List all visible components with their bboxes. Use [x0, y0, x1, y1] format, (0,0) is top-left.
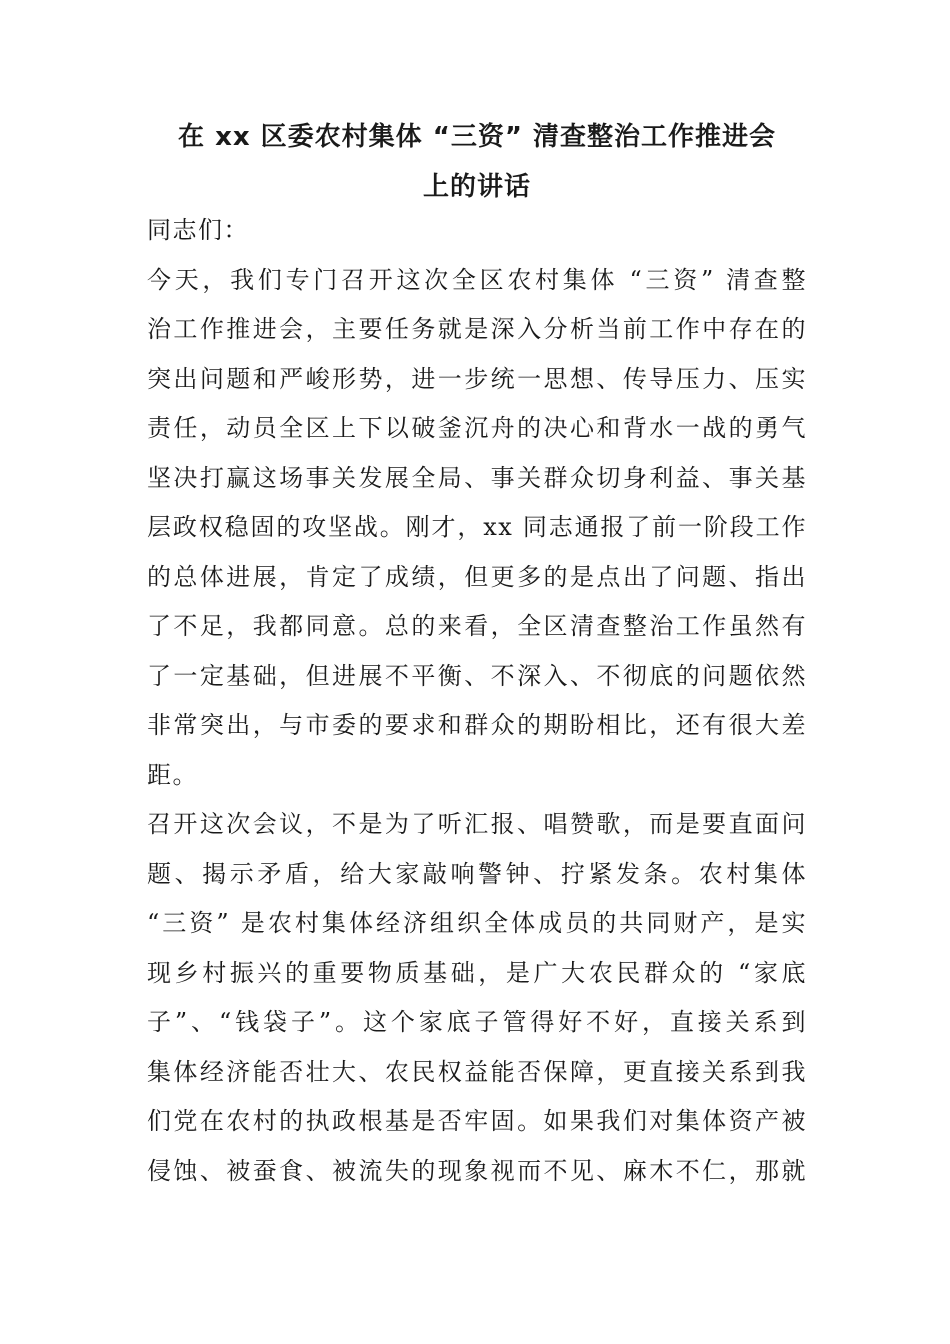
paragraph-2-line: “三资” 是农村集体经济组织全体成员的共同财产，是实 [147, 909, 807, 937]
paragraph-1-line: 今天，我们专门召开这次全区农村集体 “三资” 清查整 [147, 265, 807, 294]
paragraph-1-line: 责任，动员全区上下以破釜沉舟的决心和背水一战的勇气 [147, 414, 807, 442]
document-title [147, 112, 807, 212]
paragraph-1-line: 了一定基础，但进展不平衡、不深入、不彻底的问题依然 [147, 661, 807, 690]
paragraph-1-line: 治工作推进会，主要任务就是深入分析当前工作中存在的 [147, 315, 807, 343]
paragraph-2-line: 现乡村振兴的重要物质基础，是广大农民群众的 “家底 [147, 958, 807, 987]
paragraph-2-line: 召开这次会议，不是为了听汇报、唱赞歌，而是要直面问 [147, 810, 807, 838]
paragraph-2-line: 子”、“钱袋子”。这个家底子管得好不好，直接关系到 [147, 1008, 807, 1036]
paragraph-2-line: 们党在农村的执政根基是否牢固。如果我们对集体资产被 [147, 1107, 807, 1135]
paragraph-1-line: 的总体进展，肯定了成绩，但更多的是点出了问题、指出 [147, 562, 807, 591]
paragraph-2-line: 集体经济能否壮大、农民权益能否保障，更直接关系到我 [147, 1057, 807, 1086]
paragraph-1-line: 距。 [147, 760, 198, 789]
paragraph-1-line: 了不足，我都同意。总的来看，全区清查整治工作虽然有 [147, 612, 807, 640]
paragraph-1 [147, 256, 807, 801]
paragraph-1-line: 非常突出，与市委的要求和群众的期盼相比，还有很大差 [147, 711, 807, 739]
paragraph-1-line: 层政权稳固的攻坚战。刚才，xx 同志通报了前一阶段工作 [147, 513, 807, 541]
paragraph-1-line: 突出问题和严峻形势，进一步统一思想、传导压力、压实 [147, 364, 807, 393]
paragraph-2-line: 侵蚀、被蚕食、被流失的现象视而不见、麻木不仁，那就 [147, 1156, 807, 1185]
title-line-1: 在 xx 区委农村集体 “三资” 清查整治工作推进会 [178, 122, 776, 152]
paragraph-2-line: 题、揭示矛盾，给大家敲响警钟、拧紧发条。农村集体 [147, 859, 807, 888]
title-line-2: 上的讲话 [422, 172, 531, 202]
document-page [147, 112, 807, 1196]
salutation: 同志们： [147, 216, 249, 244]
document-body [147, 206, 807, 1196]
paragraph-2 [147, 800, 807, 1196]
paragraph-1-line: 坚决打赢这场事关发展全局、事关群众切身利益、事关基 [147, 463, 807, 492]
